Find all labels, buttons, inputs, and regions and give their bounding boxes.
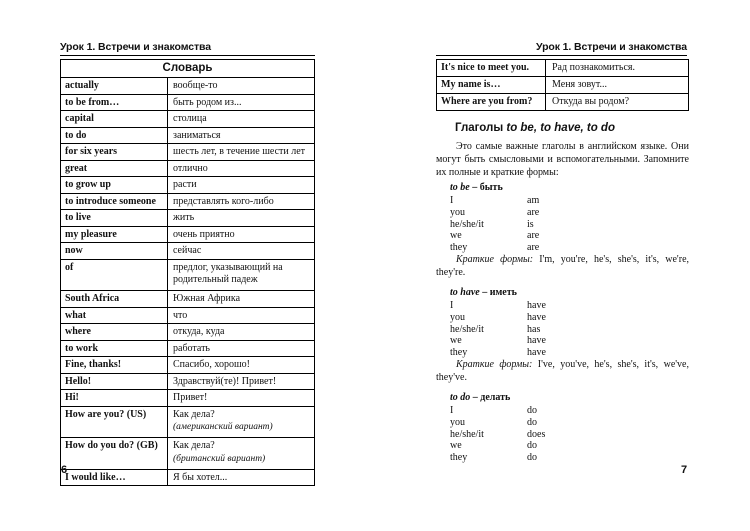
table-row — [61, 111, 314, 128]
vocab-russian — [168, 324, 314, 340]
verb-heading: to have – иметь — [450, 287, 517, 298]
vocab-translation: жить — [173, 212, 195, 223]
vocab-english: Hi! — [61, 390, 168, 406]
conjugation-row: I am — [450, 195, 540, 206]
conjugation-row: you have — [450, 311, 546, 323]
table-row — [61, 243, 314, 260]
vocab-translation: Привет! — [173, 392, 208, 403]
vocab-translation: отлично — [173, 162, 208, 174]
header-rule — [60, 55, 315, 56]
section-title-verbs: to be, to have, to do — [506, 122, 615, 134]
vocab-russian — [168, 438, 314, 469]
intro-paragraph: Это самые важные глаголы в английском языке. Они могут быть смысловыми и вспомогательными. Запомните их полные и краткие формы: — [436, 141, 689, 179]
section-title — [455, 122, 615, 134]
page-number: 6 — [61, 464, 68, 476]
vocab-english: to live — [61, 210, 168, 226]
conjugation-row: they do — [450, 452, 537, 464]
vocab-translation: работать — [173, 342, 210, 354]
vocab-english: actually — [61, 78, 168, 94]
vocab-translation: представлять кого-либо — [173, 195, 274, 207]
phrase-russian: Откуда вы родом? — [552, 95, 630, 107]
vocab-english: what — [61, 308, 168, 324]
phrase-russian: Меня зовут... — [552, 78, 608, 90]
vocab-russian — [168, 357, 314, 373]
verb-english: to have — [450, 287, 480, 298]
vocab-russian — [168, 95, 314, 111]
verb-heading: to do – делать — [450, 392, 511, 403]
vocab-note: (британский вариант) — [173, 453, 266, 464]
table-row — [61, 374, 314, 391]
conjugation-table — [450, 195, 630, 254]
vocab-translation: расти — [173, 179, 197, 190]
conjugation-row: he/she/it has — [450, 323, 541, 335]
table-row — [61, 161, 314, 178]
vocab-translation: столица — [173, 113, 207, 124]
vocab-translation: быть родом из... — [173, 96, 242, 108]
vocab-english: where — [61, 324, 168, 340]
table-row — [61, 357, 314, 374]
vocab-english: to work — [61, 341, 168, 357]
verb-russian: быть — [479, 182, 503, 193]
table-row — [61, 470, 314, 486]
vocab-english: to be from… — [61, 95, 168, 111]
vocab-english: to do — [61, 128, 168, 144]
vocab-translation: Здравствуй(те)! Привет! — [173, 375, 277, 387]
vocabulary-table — [60, 59, 315, 486]
vocab-russian — [168, 243, 314, 259]
section-title-prefix: Глаголы — [455, 122, 504, 134]
vocab-english: How are you? (US) — [61, 407, 168, 438]
table-row — [61, 144, 314, 161]
table-row — [61, 177, 314, 194]
vocab-translation: Спасибо, хорошо! — [173, 359, 250, 370]
table-row — [437, 77, 688, 94]
vocab-translation: Как дела? — [173, 408, 215, 420]
vocab-note: (американский вариант) — [173, 422, 273, 432]
vocab-english: for six years — [61, 144, 168, 160]
vocab-english: great — [61, 161, 168, 177]
vocab-english: Hello! — [61, 374, 168, 390]
vocab-english: capital — [61, 111, 168, 127]
table-row — [61, 308, 314, 325]
verb-english: to be — [450, 182, 470, 193]
conjugation-row: they have — [450, 347, 546, 359]
vocab-translation: откуда, куда — [173, 326, 225, 337]
verb-heading: to be – быть — [450, 182, 503, 193]
conjugation-row: we have — [450, 335, 546, 347]
running-head: Урок 1. Встречи и знакомства — [536, 41, 687, 53]
table-row — [61, 194, 314, 211]
table-row — [61, 324, 314, 341]
right-page — [375, 0, 750, 531]
vocab-english: now — [61, 243, 168, 259]
phrases-table — [436, 59, 689, 111]
vocab-russian — [168, 78, 314, 94]
vocab-russian — [168, 111, 314, 127]
verb-russian: иметь — [489, 287, 517, 298]
table-row — [61, 390, 314, 407]
page-number: 7 — [681, 464, 688, 476]
vocab-english: South Africa — [61, 291, 168, 307]
vocab-translation: очень приятно — [173, 228, 235, 240]
conjugation-row: they are — [450, 242, 540, 254]
vocab-russian — [168, 161, 314, 177]
vocab-translation: Южная Африка — [173, 293, 241, 304]
table-row — [61, 260, 314, 292]
vocab-english: of — [61, 260, 168, 291]
vocabulary-title: Словарь — [61, 60, 314, 78]
conjugation-row: you are — [450, 206, 540, 218]
verb-english: to do — [450, 392, 471, 403]
short-forms: Краткие формы: I've, you've, he's, she's, it's, we've, they've. — [436, 359, 689, 384]
table-row — [61, 341, 314, 358]
conjugation-row: we are — [450, 230, 540, 242]
table-row — [61, 95, 314, 112]
vocab-translation: шесть лет, в течение шести лет — [173, 146, 306, 157]
conjugation-row: we do — [450, 440, 537, 452]
table-row — [61, 227, 314, 244]
vocab-translation: что — [173, 309, 188, 321]
vocab-english: I would like… — [61, 470, 168, 486]
vocab-english: to grow up — [61, 177, 168, 193]
conjugation-table — [450, 300, 630, 359]
vocab-translation: сейчас — [173, 245, 202, 256]
conjugation-row: he/she/it does — [450, 428, 546, 440]
vocab-russian — [168, 407, 314, 438]
conjugation-row: I have — [450, 300, 546, 311]
vocab-translation: предлог, указывающий на родительный падеж — [173, 261, 283, 285]
vocab-translation: вообще-то — [173, 80, 218, 91]
vocab-russian — [168, 227, 314, 243]
phrase-english: It's nice to meet you. — [437, 60, 546, 76]
conjugation-row: I do — [450, 405, 537, 416]
table-row — [437, 60, 688, 77]
short-forms: Краткие формы: I'm, you're, he's, she's, it's, we're, they're. — [436, 254, 690, 279]
vocab-russian — [168, 144, 314, 160]
table-row — [437, 94, 688, 111]
table-row — [61, 291, 314, 308]
vocab-russian — [168, 177, 314, 193]
vocab-russian — [168, 341, 314, 357]
vocab-russian — [168, 374, 314, 390]
vocab-english: to introduce someone — [61, 194, 168, 210]
vocab-english: Fine, thanks! — [61, 357, 168, 373]
vocab-translation: Как дела? — [173, 440, 215, 451]
vocab-russian — [168, 390, 314, 406]
conjugation-row: you do — [450, 416, 537, 428]
phrase-english: My name is… — [437, 77, 546, 93]
vocab-english: How do you do? (GB) — [61, 438, 168, 469]
vocab-russian — [168, 470, 314, 486]
vocab-russian — [168, 291, 314, 307]
table-row — [61, 438, 314, 470]
vocab-russian — [168, 260, 314, 291]
table-row — [61, 128, 314, 145]
phrase-russian: Рад познакомиться. — [552, 62, 635, 73]
table-row — [61, 78, 314, 95]
table-row — [61, 407, 314, 439]
vocab-english: my pleasure — [61, 227, 168, 243]
vocab-russian — [168, 308, 314, 324]
vocab-translation: Я бы хотел... — [173, 471, 228, 483]
header-rule — [436, 55, 687, 56]
phrase-english: Where are you from? — [437, 94, 546, 111]
vocab-russian — [168, 128, 314, 144]
running-head: Урок 1. Встречи и знакомства — [60, 41, 211, 53]
vocab-russian — [168, 210, 314, 226]
conjugation-row: he/she/it is — [450, 218, 534, 230]
conjugation-table — [450, 405, 630, 464]
verb-russian: делать — [480, 392, 511, 403]
vocab-translation: заниматься — [173, 129, 221, 141]
vocab-russian — [168, 194, 314, 210]
table-row — [61, 210, 314, 227]
